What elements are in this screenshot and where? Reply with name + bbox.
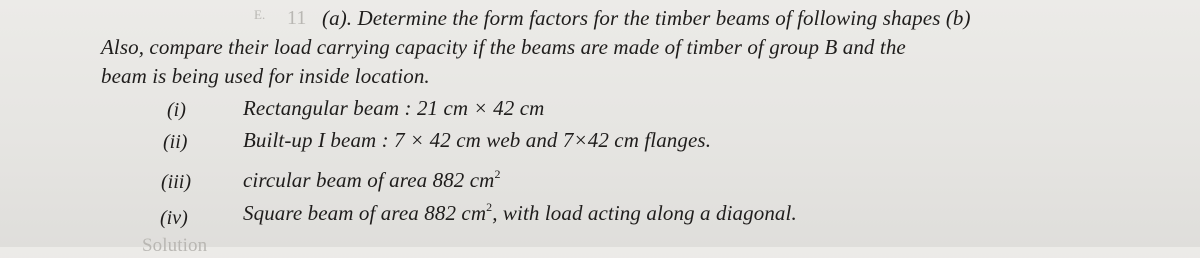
item-text-iii <box>243 168 501 192</box>
problem-number: 11 <box>287 7 307 29</box>
item-text-i: Rectangular beam : 21 cm × 42 cm <box>243 96 545 120</box>
problem-line-2: Also, compare their load carrying capacity if the beams are made of timber of group B and the <box>101 35 906 59</box>
item-text-iii-main: circular beam of area 882 cm <box>243 168 495 192</box>
item-numeral-iv: (iv) <box>160 207 188 229</box>
item-text-iv-superscript: 2 <box>486 200 493 214</box>
footer-solution: Solution <box>142 235 208 256</box>
item-numeral-ii: (ii) <box>163 131 188 153</box>
item-text-iv-main: Square beam of area 882 cm <box>243 201 487 225</box>
item-text-iii-superscript: 2 <box>494 167 501 181</box>
item-text-ii: Built-up I beam : 7 × 42 cm web and 7×42 cm flanges. <box>243 128 712 152</box>
item-numeral-iii: (iii) <box>161 171 191 193</box>
item-text-iv <box>243 201 797 225</box>
problem-line-3: beam is being used for inside location. <box>101 64 430 88</box>
item-numeral-i: (i) <box>167 99 186 121</box>
item-text-iv-tail: , with load acting along a diagonal. <box>492 201 797 225</box>
problem-prefix: E. <box>254 7 266 22</box>
problem-line-1: (a). Determine the form factors for the timber beams of following shapes (b) <box>322 6 971 30</box>
